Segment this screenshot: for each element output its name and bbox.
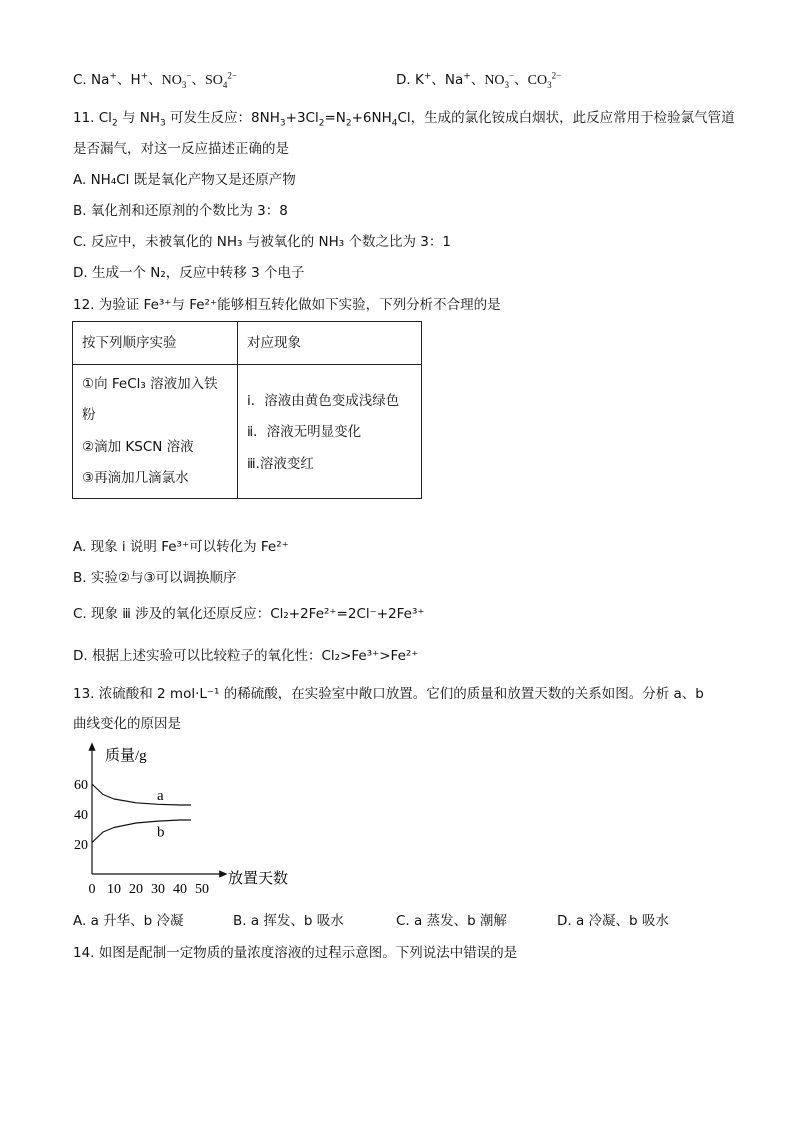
q12-option-a: A. 现象 ⅰ 说明 Fe³⁺可以转化为 Fe²⁺	[73, 539, 289, 555]
series-line-a	[92, 784, 191, 805]
q10-ion-co3: $CO_3^{2-}$	[527, 70, 562, 90]
q13-option-b: B. a 挥发、b 吸水	[233, 913, 344, 929]
q10-ion-h: H	[130, 72, 141, 88]
q12-observation-3: ⅲ.溶液变红	[247, 456, 314, 472]
q10-ion-so4: $SO_4^{2-}$	[204, 70, 237, 90]
q12-option-d: D. 根据上述实验可以比较粒子的氧化性：Cl₂>Fe³⁺>Fe²⁺	[73, 648, 419, 664]
q10-ion-na: Na	[444, 72, 464, 88]
q13-mass-days-chart	[72, 740, 312, 900]
y-tick-label: 20	[74, 838, 88, 853]
x-tick-label: 20	[129, 882, 143, 897]
x-tick-label: 0	[88, 882, 96, 897]
q14-stem: 14. 如图是配制一定物质的量浓度溶液的过程示意图。下列说法中错误的是	[73, 945, 518, 961]
q13-option-a: A. a 升华、b 冷凝	[73, 913, 184, 929]
q10-option-c: C. Na+、H+、$NO_3^-$、$SO_4^{2-}$	[73, 70, 237, 90]
q11-stem-line2: 是否漏气，对这一反应描述正确的是	[73, 141, 289, 157]
q10-ion-no3-d: $NO_3^-$	[484, 70, 515, 90]
y-tick-label: 60	[74, 778, 88, 793]
q12-stem: 12. 为验证 Fe³⁺与 Fe²⁺能够相互转化做如下实验，下列分析不合理的是	[73, 297, 501, 313]
q11-option-c: C. 反应中，未被氧化的 NH₃ 与被氧化的 NH₃ 个数之比为 3：1	[73, 234, 451, 250]
q11-option-b: B. 氧化剂和还原剂的个数比为 3：8	[73, 203, 288, 219]
q11-option-a: A. NH₄Cl 既是氧化产物又是还原产物	[73, 172, 296, 188]
q12-step-1a: ①向 FeCl₃ 溶液加入铁	[82, 376, 218, 392]
y-tick-label: 40	[74, 808, 88, 823]
series-label-a: a	[157, 788, 164, 804]
q10-option-c-label: C. Na	[73, 72, 110, 88]
q12-step-3: ③再滴加几滴氯水	[82, 470, 189, 486]
q12-table-divider	[237, 322, 238, 498]
x-tick-label: 50	[195, 882, 209, 897]
series-line-b	[92, 820, 191, 843]
q12-step-2: ②滴加 KSCN 溶液	[82, 439, 194, 455]
q12-observation-2: ⅱ．溶液无明显变化	[247, 424, 362, 440]
q12-option-c: C. 现象 ⅲ 涉及的氧化还原反应：Cl₂+2Fe²⁺=2Cl⁻+2Fe³⁺	[73, 606, 425, 622]
q12-option-b: B. 实验②与③可以调换顺序	[73, 570, 237, 586]
q11-option-d: D. 生成一个 N₂，反应中转移 3 个电子	[73, 265, 305, 281]
q11-stem-line1: 11. $Cl_2$ 与 $NH_3$ 可发生反应：$8NH_3+3Cl_2=N_2+6NH_4Cl$，生成的氯化铵成白烟状，此反应常用于检验氯气管道	[73, 110, 735, 129]
x-tick-label: 40	[173, 882, 187, 897]
series-label-b: b	[157, 824, 165, 841]
q13-option-c: C. a 蒸发、b 潮解	[396, 913, 507, 929]
q12-observation-1: ⅰ．溶液由黄色变成浅绿色	[247, 393, 400, 409]
q13-stem-line1: 13. 浓硫酸和 2 mol·L⁻¹ 的稀硫酸，在实验室中敞口放置。它们的质量和放置天数的关系如图。分析 a、b	[73, 686, 704, 702]
q13-stem-line2: 曲线变化的原因是	[73, 716, 181, 732]
q10-option-d: D. K+、Na+、$NO_3^-$、$CO_3^{2-}$	[396, 70, 562, 90]
q13-option-d: D. a 冷凝、b 吸水	[557, 913, 669, 929]
q10-ion-no3: $NO_3^-$	[161, 70, 192, 90]
q10-option-d-label: D. K	[396, 72, 424, 88]
q12-step-1b: 粉	[82, 407, 96, 423]
q12-experiment-table	[72, 321, 422, 499]
x-tick-label: 10	[107, 882, 121, 897]
x-axis-label: 放置天数	[228, 871, 289, 887]
y-axis-label: 质量/g	[105, 748, 147, 764]
q12-table-header-left: 按下列顺序实验	[82, 335, 177, 351]
x-tick-label: 30	[151, 882, 165, 897]
q12-table-header-right: 对应现象	[247, 335, 301, 351]
